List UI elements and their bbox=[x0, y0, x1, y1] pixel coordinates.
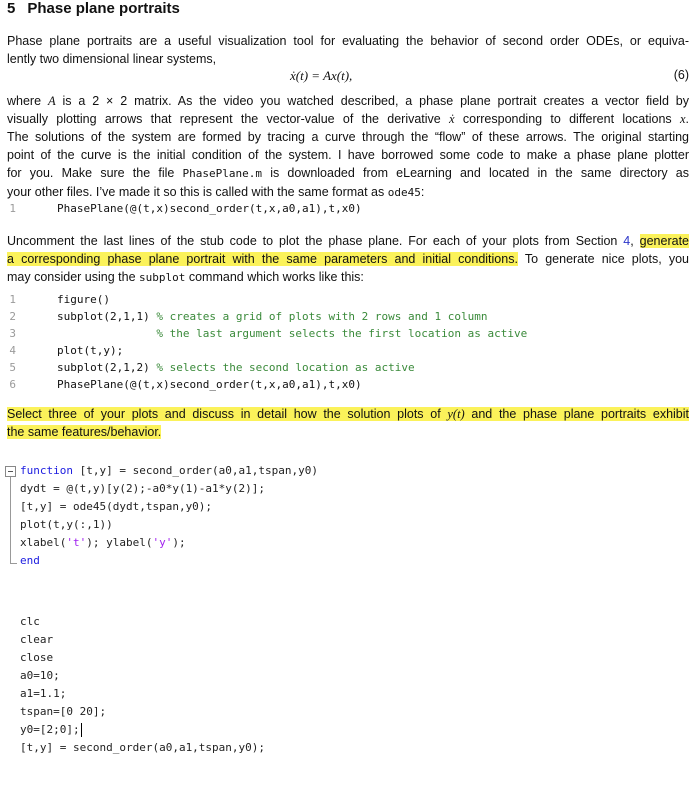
text-cursor bbox=[81, 723, 82, 737]
text-line: lently two dimensional linear systems, bbox=[7, 52, 217, 66]
instruction-paragraph bbox=[7, 232, 689, 287]
text-line: Phase plane portraits are a useful visualization tool for evaluating the behavior of second order ODEs, or equiva- bbox=[7, 34, 689, 48]
code-line[interactable]: plot(t,y(:,1)) bbox=[20, 518, 113, 531]
text-line: Uncomment the last lines of the stub code to plot the phase plane. For each of your plots from Section 4, generate bbox=[7, 234, 689, 248]
code-line[interactable]: dydt = @(t,y)[y(2);-a0*y(1)-a1*y(2)]; bbox=[20, 482, 266, 495]
fold-guide-end bbox=[10, 563, 17, 564]
section-title: Phase plane portraits bbox=[27, 0, 180, 17]
section-number: 5 bbox=[7, 0, 16, 17]
intro-paragraph bbox=[7, 32, 689, 68]
text-line: Select three of your plots and discuss in detail how the solution plots of y(t) and the phase plane portraits exhibit bbox=[7, 407, 689, 421]
task-paragraph bbox=[7, 405, 689, 441]
code-line[interactable]: y0=[2;0]; bbox=[20, 723, 80, 736]
code-line[interactable]: xlabel('t'); ylabel('y'); bbox=[20, 536, 186, 549]
command-name: subplot bbox=[139, 271, 186, 284]
text-line: may consider using the subplot command which works like this: bbox=[7, 270, 364, 284]
code-line[interactable]: [t,y] = ode45(dydt,tspan,y0); bbox=[20, 500, 213, 513]
equation-number: (6) bbox=[673, 68, 689, 82]
text-line: your other files. I’ve made it so this is called with the same format as ode45: bbox=[7, 185, 425, 199]
section-heading bbox=[7, 0, 180, 17]
text-line: The solutions of the system are formed by tracing a curve through the “flow” of these arrows. The original starting bbox=[7, 130, 689, 144]
text-line: for you. Make sure the file PhasePlane.m is downloaded from eLearning and located in the same directory as bbox=[7, 166, 689, 180]
code-line[interactable]: clear bbox=[20, 633, 54, 646]
text-line: point of the curve is the initial condition of the system. I have borrowed some code to make a phase plane plotter bbox=[7, 148, 689, 162]
fold-guide bbox=[10, 477, 11, 563]
file-name: PhasePlane.m bbox=[182, 167, 263, 180]
description-paragraph bbox=[7, 92, 689, 202]
code-line[interactable]: tspan=[0 20]; bbox=[20, 705, 107, 718]
highlight: a corresponding phase plane portrait with the same parameters and initial conditions. bbox=[7, 252, 518, 266]
code-line[interactable]: [t,y] = second_order(a0,a1,tspan,y0); bbox=[20, 741, 266, 754]
code-line[interactable]: end bbox=[20, 554, 40, 567]
function-name: ode45 bbox=[387, 186, 421, 199]
code-line[interactable]: close bbox=[20, 651, 54, 664]
equation-row bbox=[7, 68, 689, 86]
code-line[interactable]: a1=1.1; bbox=[20, 687, 67, 700]
code-line[interactable]: a0=10; bbox=[20, 669, 60, 682]
highlight: generate bbox=[639, 234, 689, 248]
text-line: visually plotting arrows that represent the vector-value of the derivative ẋ corresponding to different locations x. bbox=[7, 112, 689, 126]
code-line[interactable]: function [t,y] = second_order(a0,a1,tspan,y0) bbox=[20, 464, 319, 477]
section-link[interactable]: 4 bbox=[623, 234, 631, 248]
code-line[interactable]: clc bbox=[20, 615, 40, 628]
text-line: a corresponding phase plane portrait with the same parameters and initial conditions. To generate nice plots, you bbox=[7, 252, 689, 266]
equation: ẋ(t) = Ax(t), bbox=[290, 68, 353, 83]
text-line: where A is a 2 × 2 matrix. As the video you watched described, a phase plane portrait creates a vector field by bbox=[7, 94, 689, 108]
text-line: the same features/behavior. bbox=[7, 425, 162, 439]
collapse-toggle-icon[interactable] bbox=[5, 466, 16, 477]
